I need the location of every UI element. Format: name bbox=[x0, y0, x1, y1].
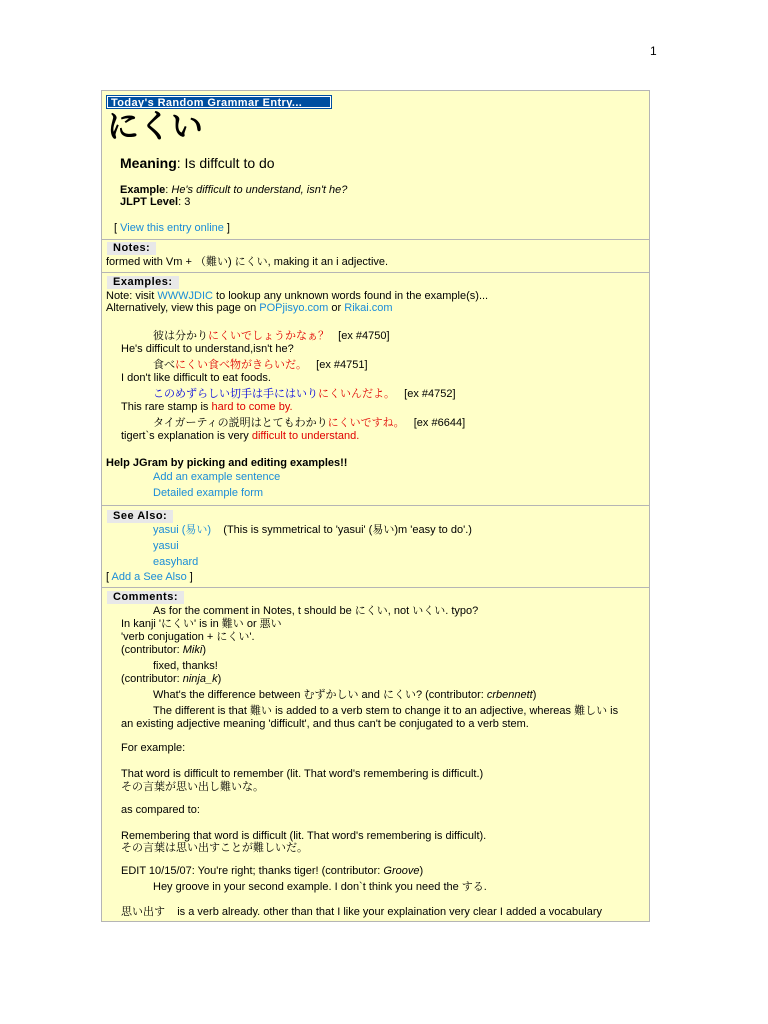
example-jp-highlight: にくいんだよ。 bbox=[318, 388, 395, 400]
examples-divider bbox=[102, 272, 649, 273]
see-also-note: (This is symmetrical to 'yasui' (易い)m 'easy to do'.) bbox=[223, 524, 472, 536]
example-jp-highlight: にくいですね。 bbox=[327, 417, 405, 429]
comment-4-line-1: The different is that 難い is added to a verb stem to change it to an adjective, whereas 難しい is bbox=[153, 705, 619, 717]
example-jp-highlight: にくいでしょうかなぁ？ bbox=[208, 330, 329, 342]
comment-1-line-1: As for the comment in Notes, t should be にくい, not いくい. typo? bbox=[153, 605, 479, 617]
page-number: 1 bbox=[650, 44, 657, 58]
add-see-also bbox=[106, 571, 193, 584]
bullet bbox=[101, 661, 102, 666]
entry-jlpt bbox=[120, 196, 190, 208]
bullet bbox=[101, 557, 102, 562]
bullet bbox=[101, 706, 102, 711]
entry-example: Example: He's difficult to understand, isn't he? bbox=[120, 184, 348, 196]
contributor-post: ) bbox=[217, 673, 222, 685]
example-ref: [ex #6644] bbox=[413, 417, 466, 429]
see-also-divider bbox=[102, 505, 649, 506]
example-jp: 食べ bbox=[153, 359, 175, 371]
yasui-kanji-link[interactable]: yasui (易い) bbox=[153, 524, 212, 536]
bracket-close: ] bbox=[223, 222, 230, 234]
rikai-link[interactable]: Rikai.com bbox=[344, 302, 393, 314]
translation-highlight: hard to come by. bbox=[211, 401, 293, 413]
bullet bbox=[101, 331, 102, 336]
bracket-close: ] bbox=[186, 571, 193, 583]
jlpt-value: : 3 bbox=[178, 196, 191, 208]
example-sentence-3 bbox=[153, 388, 456, 401]
example-translation-4 bbox=[121, 430, 359, 443]
bullet bbox=[101, 389, 102, 394]
bracket-open: [ bbox=[106, 571, 112, 583]
comment-4-line-2: an existing adjective meaning 'difficult', and thus can't be conjugated to a verb stem. bbox=[121, 718, 529, 730]
jlpt-label: JLPT Level bbox=[120, 196, 179, 208]
comment-1-contributor bbox=[121, 644, 206, 657]
translation-text: tigert`s explanation is very bbox=[121, 430, 252, 442]
example-sentence-1 bbox=[153, 330, 390, 343]
translation-text: This rare stamp is bbox=[121, 401, 212, 413]
contributor-name: ninja_k bbox=[182, 673, 218, 685]
comments-heading: Comments: bbox=[107, 591, 184, 604]
comment-2-line-1: fixed, thanks! bbox=[153, 660, 218, 672]
comment-2-contributor bbox=[121, 673, 221, 686]
example-jp: このめずらしい切手は手にはいり bbox=[153, 388, 318, 400]
contributor-pre: (contributor: bbox=[121, 673, 183, 685]
entry-meaning bbox=[120, 155, 275, 171]
comment-4-line-5: その言葉が思い出し難いな。 bbox=[121, 781, 264, 793]
comment-text: What's the difference between むずかしい and にくい? (contributor: bbox=[153, 689, 487, 701]
meaning-label: Meaning bbox=[120, 155, 177, 171]
popjisyo-link[interactable]: POPjisyo.com bbox=[259, 302, 329, 314]
example-translation-2: I don't like difficult to eat foods. bbox=[121, 372, 271, 384]
comment-word: 思い出す bbox=[121, 906, 165, 918]
bullet bbox=[101, 541, 102, 546]
comment-text: EDIT 10/15/07: You're right; thanks tiger! (contributor: bbox=[121, 865, 384, 877]
example-jp: タイガーティの説明はとてもわかり bbox=[153, 417, 328, 429]
comment-4-line-8: その言葉は思い出すことが難しいだ。 bbox=[121, 842, 308, 854]
example-translation-3 bbox=[121, 401, 293, 414]
bullet bbox=[101, 418, 102, 423]
example-label: Example bbox=[120, 184, 166, 196]
note-post: to lookup any unknown words found in the example(s)... bbox=[212, 290, 489, 302]
comment-4-line-4: That word is difficult to remember (lit. That word's remembering is difficult.) bbox=[121, 768, 484, 780]
example-jp-highlight: にくい bbox=[175, 359, 208, 371]
example-sentence-4 bbox=[153, 417, 465, 430]
example-ref: [ex #4751] bbox=[316, 359, 368, 371]
bullet bbox=[101, 882, 102, 887]
contributor-post: ) bbox=[532, 689, 537, 701]
example-ref: [ex #4750] bbox=[338, 330, 390, 342]
example-sentence-2 bbox=[153, 359, 368, 372]
bracket-open: [ bbox=[114, 222, 121, 234]
see-also-item-1 bbox=[153, 524, 472, 537]
bullet bbox=[101, 472, 102, 477]
note-pre: Note: visit bbox=[106, 290, 158, 302]
grammar-entry-box bbox=[101, 90, 650, 922]
view-online bbox=[114, 222, 230, 234]
alt-mid: or bbox=[328, 302, 345, 314]
contributor-post: ) bbox=[202, 644, 206, 656]
examples-heading: Examples: bbox=[107, 276, 179, 289]
view-entry-online-link[interactable]: View this entry online bbox=[120, 222, 224, 234]
bullet bbox=[101, 606, 102, 611]
translation-highlight: difficult to understand. bbox=[251, 430, 360, 442]
comment-5-line-1: Hey groove in your second example. I don`t think you need the する. bbox=[153, 881, 487, 893]
easyhard-link[interactable]: easyhard bbox=[153, 556, 199, 568]
comment-1-line-2: In kanji 'にくい' is in 難い or 悪い bbox=[121, 618, 282, 630]
entry-word: にくい bbox=[107, 107, 204, 145]
bullet bbox=[101, 360, 102, 365]
wwwjdic-link[interactable]: WWWJDIC bbox=[157, 290, 213, 302]
notes-heading: Notes: bbox=[107, 242, 156, 255]
comment-4-line-7: Remembering that word is difficult (lit. That word's remembering is difficult). bbox=[121, 830, 487, 842]
contributor-name: Groove bbox=[383, 865, 420, 877]
examples-alt bbox=[106, 302, 393, 315]
comments-divider bbox=[102, 587, 649, 588]
bullet bbox=[101, 488, 102, 493]
add-example-link[interactable]: Add an example sentence bbox=[153, 471, 281, 483]
add-see-also-link[interactable]: Add a See Also bbox=[111, 571, 187, 583]
contributor-name: crbennett bbox=[486, 689, 533, 701]
contributor-name: Miki bbox=[182, 644, 203, 656]
alt-pre: Alternatively, view this page on bbox=[106, 302, 260, 314]
contributor-post: ) bbox=[419, 865, 424, 877]
example-jp: 彼は分かり bbox=[153, 330, 208, 342]
example-jp-rest: 食べ物がきらいだ。 bbox=[208, 359, 307, 371]
meaning-text: : Is diffcult to do bbox=[176, 155, 275, 171]
example-ref: [ex #4752] bbox=[404, 388, 456, 400]
notes-divider bbox=[102, 239, 649, 240]
contributor-pre: (contributor: bbox=[121, 644, 183, 656]
example-translation-1: He's difficult to understand,isn't he? bbox=[121, 343, 294, 355]
comment-text: is a verb already. other than that I like your explaination very clear I added a vocabulary bbox=[177, 906, 602, 918]
see-also-heading: See Also: bbox=[107, 510, 173, 523]
comment-1-line-3: 'verb conjugation + にくい'. bbox=[121, 631, 255, 643]
notes-text: formed with Vm + （難い) にくい, making it an i adjective. bbox=[106, 256, 389, 268]
example-text: He's difficult to understand, isn't he? bbox=[171, 184, 348, 196]
help-jgram-text: Help JGram by picking and editing examples!! bbox=[106, 457, 348, 469]
comment-4-line-6: as compared to: bbox=[121, 804, 200, 816]
yasui-link[interactable]: yasui bbox=[153, 540, 179, 552]
bullet bbox=[101, 690, 102, 695]
bullet bbox=[101, 525, 102, 530]
detailed-example-link[interactable]: Detailed example form bbox=[153, 487, 264, 499]
comment-4-line-3: For example: bbox=[121, 742, 186, 754]
comment-4-edit bbox=[121, 865, 423, 878]
random-entry-header: Today's Random Grammar Entry... bbox=[107, 96, 331, 108]
comment-3 bbox=[153, 689, 536, 702]
comment-5-line-2 bbox=[121, 906, 602, 919]
